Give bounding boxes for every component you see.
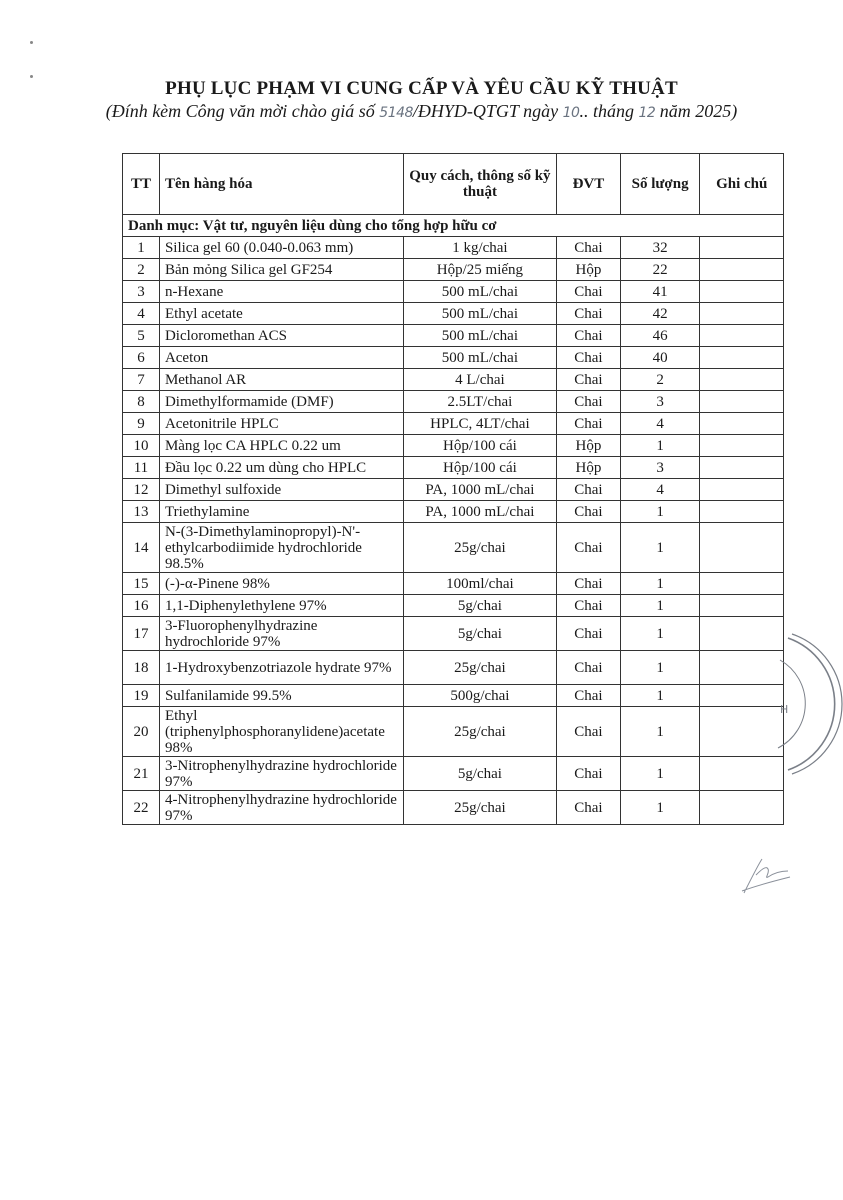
signature [738,855,798,895]
cell-tt: 7 [123,369,160,391]
cell-spec: HPLC, 4LT/chai [403,413,556,435]
cell-spec: 500 mL/chai [403,303,556,325]
table-row [123,347,784,369]
cell-qty: 1 [620,435,700,457]
cell-tt: 4 [123,303,160,325]
cell-tt: 17 [123,617,160,651]
cell-tt: 15 [123,573,160,595]
cell-qty: 2 [620,369,700,391]
table-row [123,501,784,523]
cell-note [700,501,784,523]
table-row [123,435,784,457]
table-header-row [123,154,784,215]
cell-tt: 12 [123,479,160,501]
cell-name: Màng lọc CA HPLC 0.22 um [159,435,403,457]
cell-spec: Hộp/100 cái [403,435,556,457]
cell-qty: 41 [620,281,700,303]
cell-name: Silica gel 60 (0.040-0.063 mm) [159,237,403,259]
cell-unit: Chai [557,791,621,825]
doc-number-handwritten: 5148 [379,105,413,121]
table-row [123,281,784,303]
cell-tt: 3 [123,281,160,303]
cell-note [700,391,784,413]
scan-speck [30,41,33,44]
cell-spec: 500g/chai [403,685,556,707]
section-row [123,215,784,237]
cell-qty: 1 [620,651,700,685]
cell-name: 1-Hydroxybenzotriazole hydrate 97% [159,651,403,685]
cell-qty: 40 [620,347,700,369]
cell-tt: 22 [123,791,160,825]
cell-note [700,347,784,369]
cell-name: 3-Fluorophenylhydrazine hydrochloride 97% [159,617,403,651]
cell-unit: Chai [557,685,621,707]
cell-qty: 4 [620,413,700,435]
cell-note [700,237,784,259]
cell-note [700,413,784,435]
cell-spec: 100ml/chai [403,573,556,595]
section-title: Danh mục: Vật tư, nguyên liệu dùng cho tổng hợp hữu cơ [123,215,784,237]
table-row [123,707,784,757]
cell-spec: 1 kg/chai [403,237,556,259]
cell-name: Methanol AR [159,369,403,391]
cell-name: Dimethylformamide (DMF) [159,391,403,413]
table-row [123,523,784,573]
cell-qty: 42 [620,303,700,325]
header-unit: ĐVT [557,154,621,215]
cell-tt: 1 [123,237,160,259]
month-handwritten: 12 [638,105,656,121]
cell-unit: Chai [557,325,621,347]
table-row [123,651,784,685]
cell-name: Acetonitrile HPLC [159,413,403,435]
stamp-seal [770,630,843,780]
cell-note [700,259,784,281]
cell-tt: 9 [123,413,160,435]
cell-tt: 21 [123,757,160,791]
cell-note [700,303,784,325]
cell-unit: Chai [557,413,621,435]
cell-unit: Chai [557,523,621,573]
subtitle-mid1: /ĐHYD-QTGT ngày [412,101,563,121]
cell-unit: Chai [557,237,621,259]
cell-note [700,595,784,617]
cell-name: Dicloromethan ACS [159,325,403,347]
cell-name: Aceton [159,347,403,369]
cell-qty: 32 [620,237,700,259]
cell-name: 4-Nitrophenylhydrazine hydrochloride 97% [159,791,403,825]
cell-qty: 1 [620,501,700,523]
cell-name: Ethyl (triphenylphosphoranylidene)acetate 98% [159,707,403,757]
cell-spec: 25g/chai [403,651,556,685]
stamp-text: H [780,703,789,716]
table-row [123,369,784,391]
page-title: PHỤ LỤC PHẠM VI CUNG CẤP VÀ YÊU CẦU KỸ THUẬT [165,78,678,99]
cell-note [700,325,784,347]
cell-spec: 25g/chai [403,791,556,825]
table-row [123,573,784,595]
table-row [123,413,784,435]
cell-unit: Chai [557,757,621,791]
cell-name: (-)-α-Pinene 98% [159,573,403,595]
cell-tt: 20 [123,707,160,757]
cell-unit: Chai [557,651,621,685]
cell-note [700,457,784,479]
cell-spec: 5g/chai [403,617,556,651]
cell-tt: 11 [123,457,160,479]
cell-spec: 25g/chai [403,707,556,757]
cell-name: Sulfanilamide 99.5% [159,685,403,707]
cell-unit: Chai [557,573,621,595]
cell-spec: PA, 1000 mL/chai [403,501,556,523]
table-row [123,791,784,825]
table-row [123,457,784,479]
cell-note [700,479,784,501]
cell-tt: 19 [123,685,160,707]
cell-name: Đầu lọc 0.22 um dùng cho HPLC [159,457,403,479]
items-table [122,153,784,825]
cell-unit: Hộp [557,435,621,457]
cell-qty: 46 [620,325,700,347]
header-qty: Số lượng [620,154,700,215]
cell-spec: 5g/chai [403,595,556,617]
cell-qty: 1 [620,791,700,825]
cell-qty: 22 [620,259,700,281]
cell-spec: 500 mL/chai [403,281,556,303]
cell-name: Triethylamine [159,501,403,523]
cell-spec: 500 mL/chai [403,325,556,347]
cell-tt: 8 [123,391,160,413]
cell-name: 3-Nitrophenylhydrazine hydrochloride 97% [159,757,403,791]
page-subtitle [0,101,843,122]
cell-unit: Chai [557,347,621,369]
cell-qty: 3 [620,391,700,413]
cell-name: 1,1-Diphenylethylene 97% [159,595,403,617]
table-row [123,479,784,501]
cell-note [700,573,784,595]
cell-name: n-Hexane [159,281,403,303]
table-row [123,259,784,281]
cell-unit: Chai [557,595,621,617]
cell-unit: Chai [557,617,621,651]
cell-note [700,791,784,825]
cell-spec: 25g/chai [403,523,556,573]
cell-spec: 2.5LT/chai [403,391,556,413]
cell-spec: PA, 1000 mL/chai [403,479,556,501]
table-row [123,595,784,617]
cell-qty: 4 [620,479,700,501]
cell-unit: Chai [557,391,621,413]
cell-note [700,435,784,457]
table-row [123,757,784,791]
cell-qty: 1 [620,595,700,617]
cell-tt: 13 [123,501,160,523]
cell-spec: Hộp/100 cái [403,457,556,479]
cell-qty: 1 [620,617,700,651]
cell-name: Dimethyl sulfoxide [159,479,403,501]
cell-unit: Chai [557,501,621,523]
cell-tt: 18 [123,651,160,685]
table-row [123,237,784,259]
cell-name: Ethyl acetate [159,303,403,325]
cell-note [700,369,784,391]
cell-unit: Chai [557,281,621,303]
cell-spec: Hộp/25 miếng [403,259,556,281]
cell-tt: 16 [123,595,160,617]
cell-unit: Chai [557,707,621,757]
cell-qty: 1 [620,685,700,707]
day-handwritten: 10 [562,105,580,121]
header-note: Ghi chú [700,154,784,215]
subtitle-suffix: năm 2025) [655,101,738,121]
cell-unit: Chai [557,479,621,501]
cell-tt: 6 [123,347,160,369]
cell-spec: 4 L/chai [403,369,556,391]
cell-unit: Chai [557,369,621,391]
cell-unit: Hộp [557,259,621,281]
cell-unit: Hộp [557,457,621,479]
cell-qty: 1 [620,707,700,757]
cell-tt: 2 [123,259,160,281]
header-name: Tên hàng hóa [159,154,403,215]
cell-name: N-(3-Dimethylaminopropyl)-N'-ethylcarbodiimide hydrochloride 98.5% [159,523,403,573]
table-row [123,325,784,347]
cell-qty: 1 [620,573,700,595]
cell-qty: 1 [620,757,700,791]
cell-name: Bản mỏng Silica gel GF254 [159,259,403,281]
cell-tt: 14 [123,523,160,573]
subtitle-mid2: .. tháng [579,101,639,121]
subtitle-prefix: (Đính kèm Công văn mời chào giá số [105,101,380,121]
cell-spec: 5g/chai [403,757,556,791]
cell-tt: 5 [123,325,160,347]
cell-note [700,281,784,303]
table-row [123,303,784,325]
cell-qty: 3 [620,457,700,479]
cell-unit: Chai [557,303,621,325]
table-row [123,617,784,651]
cell-tt: 10 [123,435,160,457]
header-tt: TT [123,154,160,215]
header-spec: Quy cách, thông số kỹ thuật [403,154,556,215]
table-row [123,391,784,413]
table-row [123,685,784,707]
cell-spec: 500 mL/chai [403,347,556,369]
cell-qty: 1 [620,523,700,573]
cell-note [700,523,784,573]
